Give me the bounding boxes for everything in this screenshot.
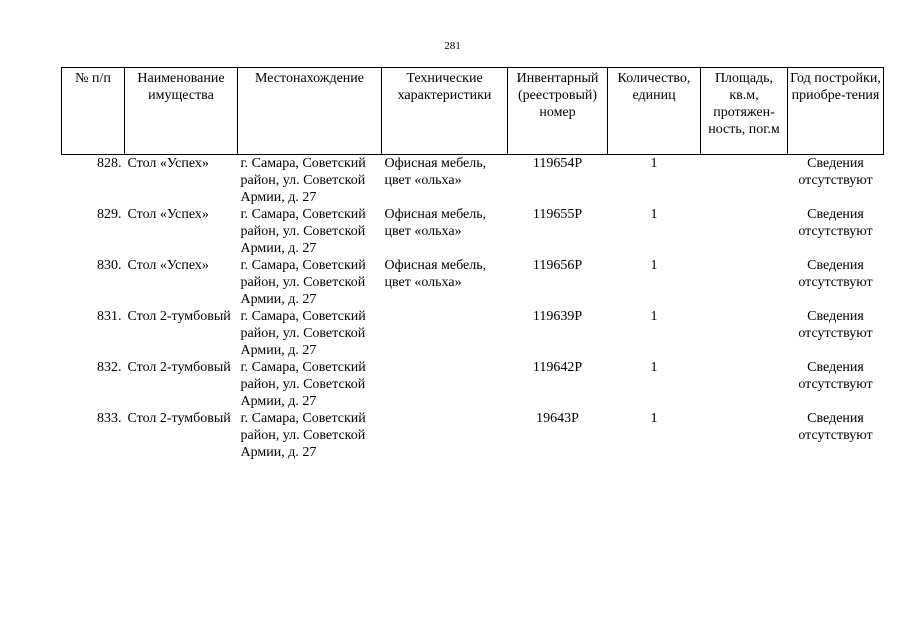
page-number: 281 (444, 40, 461, 52)
quantity: 1 (650, 309, 658, 324)
property-location: г. Самара, Советский район, ул. Советской Армии, д. 27 (240, 207, 366, 256)
area (701, 308, 788, 359)
property-location: г. Самара, Советский район, ул. Советской Армии, д. 27 (240, 309, 366, 358)
header-quantity: Количество, единиц (608, 68, 701, 155)
technical-specs: Офисная мебель, цвет «ольха» (384, 207, 487, 239)
property-name: Стол «Успех» (127, 156, 209, 171)
property-location: г. Самара, Советский район, ул. Советской Армии, д. 27 (240, 360, 366, 409)
table-header-row (62, 68, 884, 155)
table-row (62, 206, 884, 257)
year: Сведения отсутствуют (798, 309, 873, 341)
row-number: 831. (97, 309, 122, 324)
inventory-number: 119642Р (532, 360, 583, 375)
area (701, 257, 788, 308)
header-property-name: Наименование имущества (125, 68, 238, 155)
row-number: 830. (97, 258, 122, 273)
property-registry-table (61, 67, 884, 461)
inventory-number: 19643Р (536, 411, 579, 426)
technical-specs: Офисная мебель, цвет «ольха» (384, 258, 487, 290)
quantity: 1 (650, 258, 658, 273)
technical-specs: Офисная мебель, цвет «ольха» (384, 156, 487, 188)
header-technical-specs: Технические характеристики (382, 68, 508, 155)
table-row (62, 410, 884, 461)
area (701, 206, 788, 257)
header-area: Площадь, кв.м, протяжен-ность, пог.м (701, 68, 788, 155)
area (701, 410, 788, 461)
row-number: 833. (97, 411, 122, 426)
property-name: Стол 2-тумбовый (127, 360, 231, 375)
property-location: г. Самара, Советский район, ул. Советской Армии, д. 27 (240, 258, 366, 307)
header-location: Местонахождение (238, 68, 382, 155)
inventory-number: 119656Р (532, 258, 583, 273)
year: Сведения отсутствуют (798, 360, 873, 392)
header-number: № п/п (62, 68, 125, 155)
property-name: Стол «Успех» (127, 258, 209, 273)
property-name: Стол 2-тумбовый (127, 309, 231, 324)
property-name: Стол «Успех» (127, 207, 209, 222)
table-row (62, 308, 884, 359)
quantity: 1 (650, 360, 658, 375)
inventory-number: 119639Р (532, 309, 583, 324)
year: Сведения отсутствуют (798, 207, 873, 239)
table-row (62, 359, 884, 410)
quantity: 1 (650, 156, 658, 171)
property-name: Стол 2-тумбовый (127, 411, 231, 426)
property-location: г. Самара, Советский район, ул. Советской Армии, д. 27 (240, 411, 366, 460)
inventory-number: 119655Р (532, 207, 583, 222)
inventory-number: 119654Р (532, 156, 583, 171)
table-row (62, 257, 884, 308)
technical-specs (382, 359, 508, 410)
header-inventory-number: Инвентарный (реестровый) номер (508, 68, 608, 155)
technical-specs (382, 410, 508, 461)
property-location: г. Самара, Советский район, ул. Советской Армии, д. 27 (240, 156, 366, 205)
year: Сведения отсутствуют (798, 156, 873, 188)
area (701, 359, 788, 410)
quantity: 1 (650, 411, 658, 426)
technical-specs (382, 308, 508, 359)
header-year: Год постройки, приобре-тения (788, 68, 884, 155)
year: Сведения отсутствуют (798, 411, 873, 443)
area (701, 155, 788, 207)
quantity: 1 (650, 207, 658, 222)
table-row (62, 155, 884, 207)
row-number: 829. (97, 207, 122, 222)
row-number: 832. (97, 360, 122, 375)
year: Сведения отсутствуют (798, 258, 873, 290)
row-number: 828. (97, 156, 122, 171)
